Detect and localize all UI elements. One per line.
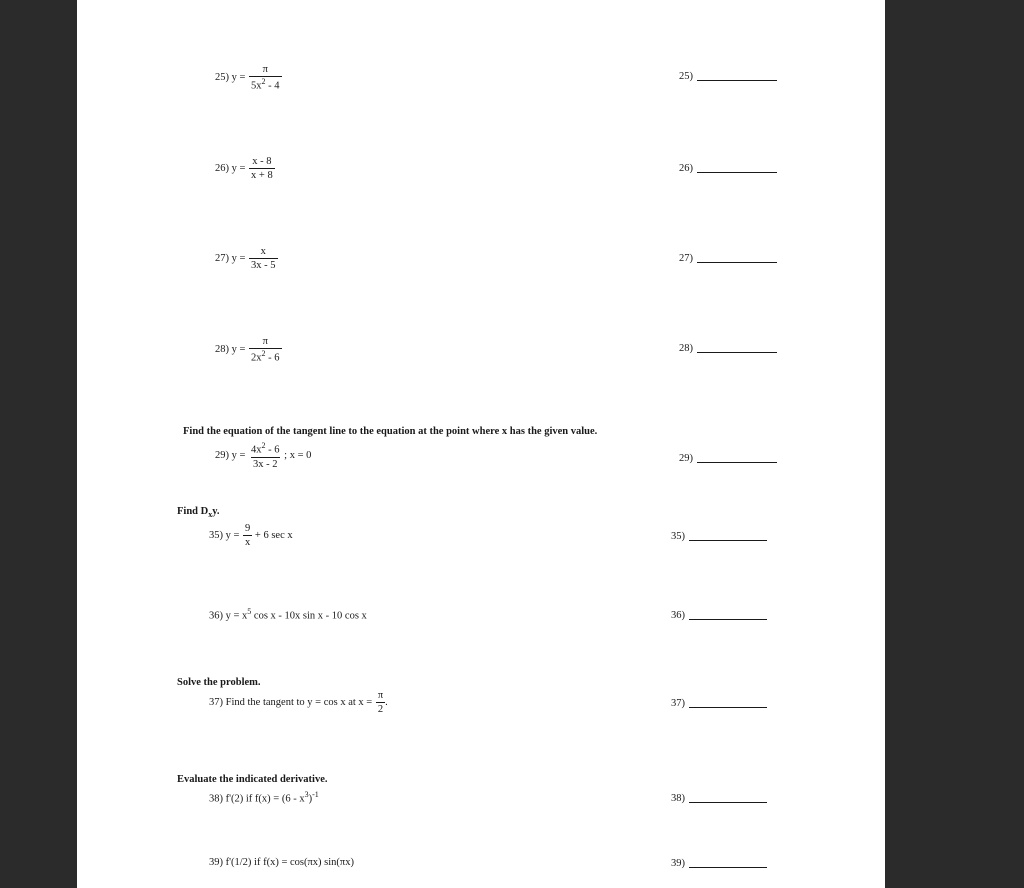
answer-38[interactable] — [671, 792, 767, 804]
question-label: 26) y = — [215, 162, 246, 174]
question-39: 39) f'(1/2) if f(x) = cos(πx) sin(πx) — [209, 857, 354, 868]
question-label: 25) y = — [215, 72, 246, 84]
answer-label: 36) — [671, 610, 685, 621]
question-36: 36) $y = x^5$ cos x - 10x sin x - 10 cos x — [209, 607, 367, 622]
section-heading-solve: Solve the problem. — [177, 677, 261, 688]
answer-27[interactable] — [679, 252, 777, 264]
answer-25[interactable] — [679, 70, 777, 82]
fraction — [249, 336, 282, 364]
question-35 — [209, 523, 293, 548]
numerator: x - 8 — [252, 156, 272, 167]
answer-label: 37) — [671, 698, 685, 709]
denominator: 3x - 2 — [253, 458, 278, 470]
question-tail: . — [385, 696, 388, 708]
question-37 — [209, 690, 388, 715]
answer-label: 26) — [679, 163, 693, 174]
answer-blank[interactable] — [689, 530, 767, 541]
question-tail: + 6 sec x — [254, 529, 293, 541]
answer-blank[interactable] — [689, 697, 767, 708]
numerator: π — [262, 64, 268, 75]
answer-blank[interactable] — [689, 857, 767, 868]
document-page — [77, 0, 885, 888]
answer-blank[interactable] — [689, 792, 767, 803]
answer-label: 38) — [671, 793, 685, 804]
denominator: 3x - 5 — [251, 260, 276, 272]
question-label: 37) Find the tangent to y = cos x at x = — [209, 696, 373, 708]
answer-label: 29) — [679, 453, 693, 464]
section-heading-evaluate: Evaluate the indicated derivative. — [177, 774, 328, 785]
numerator: π — [262, 336, 268, 347]
answer-label: 39) — [671, 858, 685, 869]
answer-35[interactable] — [671, 530, 767, 542]
numerator: 9 — [245, 523, 251, 534]
denominator: x — [245, 537, 251, 549]
denominator: $5x^2 - 4$ — [251, 77, 280, 92]
question-label: 29) y = — [215, 450, 246, 462]
question-27 — [215, 246, 278, 271]
answer-29[interactable] — [679, 452, 777, 464]
fraction — [249, 156, 275, 181]
answer-26[interactable] — [679, 162, 777, 174]
answer-39[interactable] — [671, 857, 767, 869]
answer-blank[interactable] — [697, 342, 777, 353]
question-label: 28) y = — [215, 344, 246, 356]
question-29 — [215, 442, 311, 470]
answer-label: 28) — [679, 343, 693, 354]
answer-blank[interactable] — [697, 162, 777, 173]
answer-label: 35) — [671, 531, 685, 542]
answer-label: 25) — [679, 71, 693, 82]
fraction — [249, 64, 282, 92]
denominator: $2x^2 - 6$ — [251, 349, 280, 364]
answer-blank[interactable] — [697, 70, 777, 81]
answer-blank[interactable] — [689, 609, 767, 620]
question-25 — [215, 64, 282, 92]
numerator: $4x^2 - 6$ — [251, 441, 280, 456]
fraction — [249, 246, 278, 271]
question-tail: ; x = 0 — [284, 450, 312, 462]
question-label: 27) y = — [215, 252, 246, 264]
answer-blank[interactable] — [697, 252, 777, 263]
fraction — [376, 690, 385, 715]
answer-label: 27) — [679, 253, 693, 264]
numerator: π — [377, 690, 384, 701]
question-28 — [215, 336, 282, 364]
answer-37[interactable] — [671, 697, 767, 709]
question-label: 35) y = — [209, 529, 240, 541]
answer-28[interactable] — [679, 342, 777, 354]
answer-36[interactable] — [671, 609, 767, 621]
fraction — [243, 523, 252, 548]
question-38: 38) f'(2) if $f(x) = (6 - x^3)^{-1}$ — [209, 790, 319, 805]
numerator: x — [260, 246, 266, 257]
question-26 — [215, 156, 275, 181]
section-heading-dxy: Find $D_xy$. — [177, 506, 220, 520]
denominator: 2 — [377, 704, 384, 716]
answer-blank[interactable] — [697, 452, 777, 463]
fraction — [249, 442, 282, 470]
section-heading-tangent: Find the equation of the tangent line to the equation at the point where x has the given value. — [183, 426, 598, 437]
denominator: x + 8 — [251, 170, 273, 182]
